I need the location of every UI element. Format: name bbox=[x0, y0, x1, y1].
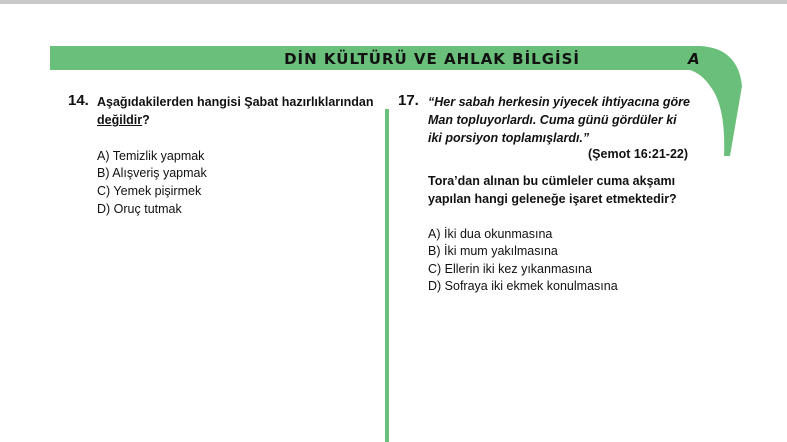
quote-block bbox=[428, 93, 728, 147]
option-a[interactable]: A) Temizlik yapmak bbox=[97, 149, 205, 163]
question-stem bbox=[428, 172, 728, 208]
option-b[interactable]: B) Alışveriş yapmak bbox=[97, 166, 207, 180]
option-c[interactable]: C) Ellerin iki kez yıkanmasına bbox=[428, 262, 592, 276]
booklet-letter: A bbox=[688, 50, 700, 68]
option-d[interactable]: D) Sofraya iki ekmek konulmasına bbox=[428, 279, 618, 293]
stem-emphasis: değildir bbox=[97, 113, 143, 127]
top-border bbox=[0, 0, 787, 4]
stem-line: yapılan hangi geleneğe işaret etmektedir? bbox=[428, 192, 677, 206]
option-d[interactable]: D) Oruç tutmak bbox=[97, 202, 182, 216]
option-a[interactable]: A) İki dua okunmasına bbox=[428, 227, 553, 241]
quote-source: (Şemot 16:21-22) bbox=[588, 147, 689, 161]
column-divider bbox=[385, 109, 389, 442]
question-number: 17. bbox=[398, 92, 419, 109]
question-number: 14. bbox=[68, 92, 89, 109]
question-stem bbox=[97, 93, 387, 129]
option-b[interactable]: B) İki mum yakılmasına bbox=[428, 244, 558, 258]
quote-line: “Her sabah herkesin yiyecek ihtiyacına göre bbox=[428, 95, 690, 109]
subject-title: DİN KÜLTÜRÜ VE AHLAK BİLGİSİ bbox=[284, 50, 580, 68]
option-c[interactable]: C) Yemek pişirmek bbox=[97, 184, 202, 198]
stem-line: Aşağıdakilerden hangisi Şabat hazırlıklarından bbox=[97, 95, 374, 109]
stem-line: Tora’dan alınan bu cümleler cuma akşamı bbox=[428, 174, 676, 188]
stem-end: ? bbox=[142, 113, 150, 127]
quote-line: iki porsiyon toplamışlardı.” bbox=[428, 131, 590, 145]
quote-line: Man topluyorlardı. Cuma günü gördüler ki bbox=[428, 113, 677, 127]
